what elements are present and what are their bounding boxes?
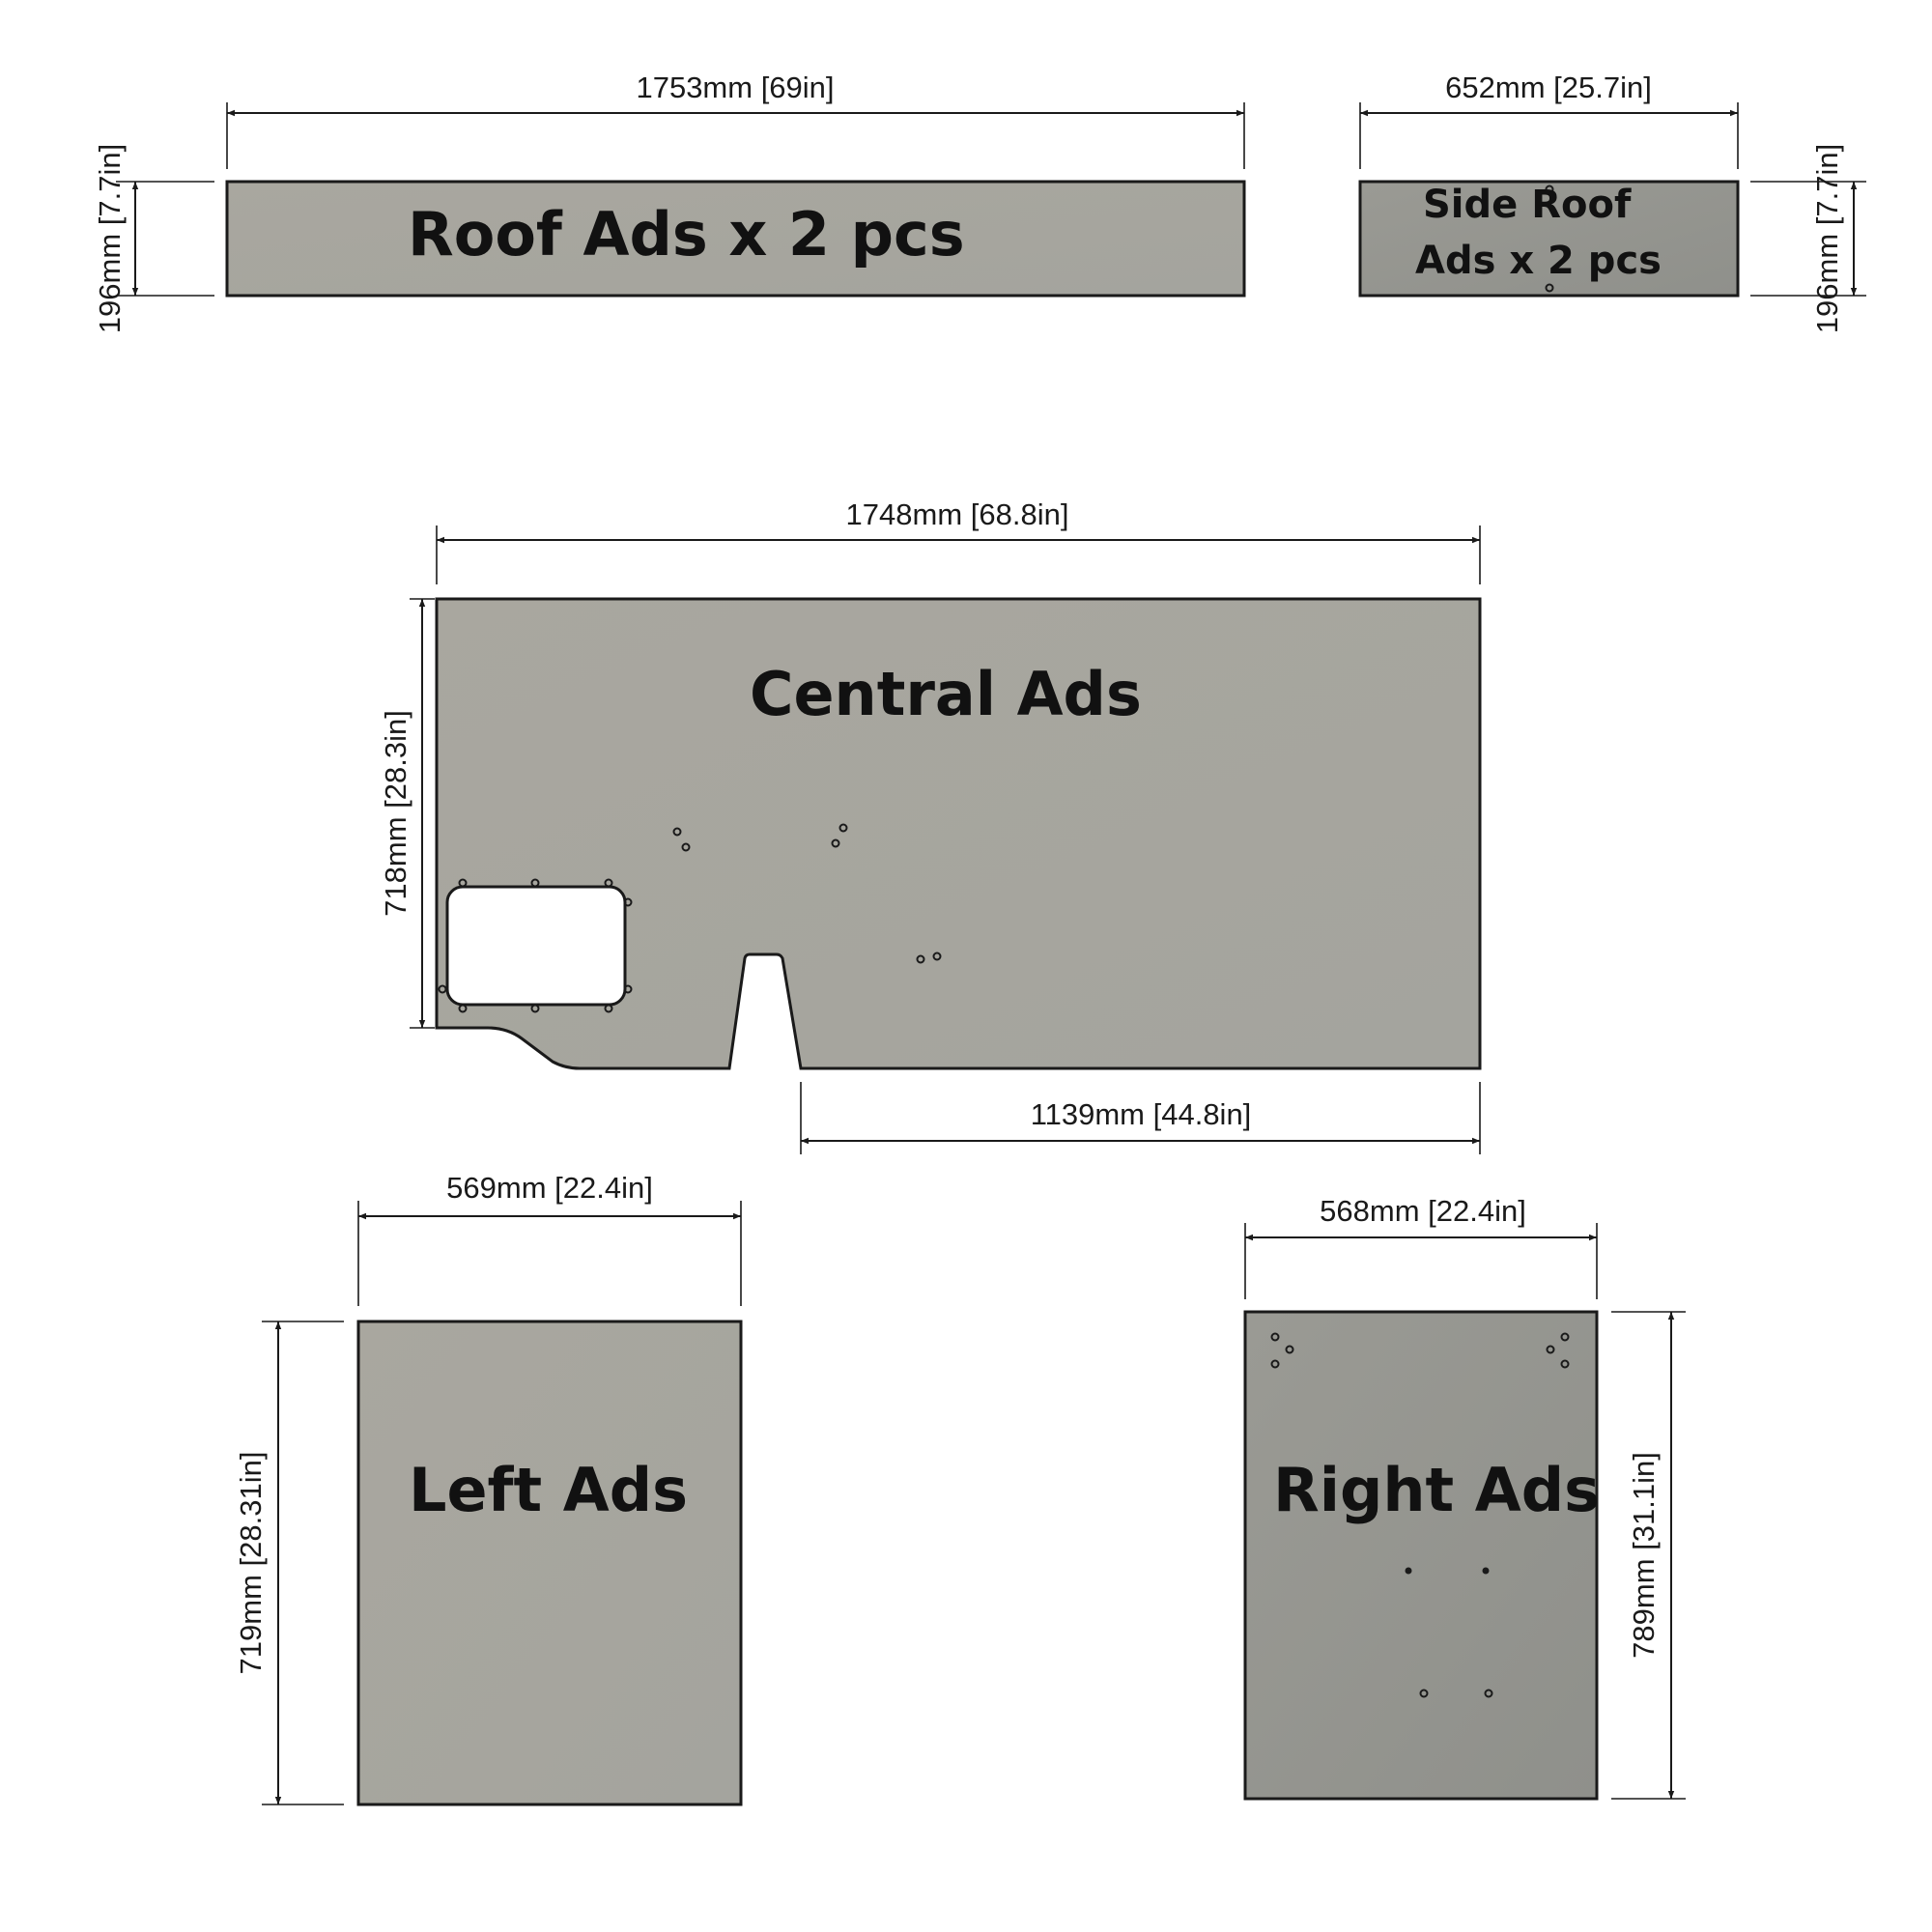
central-cutout-window — [447, 887, 625, 1005]
central-height-label: 718mm [28.3in] — [379, 710, 412, 917]
left-width-label: 569mm [22.4in] — [446, 1171, 653, 1205]
right-width-label: 568mm [22.4in] — [1320, 1194, 1526, 1228]
roof-height-label: 196mm [7.7in] — [93, 143, 127, 334]
side-roof-panel-group — [1360, 71, 1866, 333]
roof-panel-group — [93, 71, 1244, 333]
left-panel-title: Left Ads — [409, 1455, 689, 1525]
right-panel-group — [1245, 1194, 1686, 1799]
side-roof-width-label: 652mm [25.7in] — [1445, 71, 1652, 104]
roof-width-label: 1753mm [69in] — [636, 71, 835, 104]
roof-panel-title: Roof Ads x 2 pcs — [408, 199, 965, 270]
side-roof-height-label: 196mm [7.7in] — [1810, 143, 1844, 334]
right-height-label: 789mm [31.1in] — [1627, 1452, 1661, 1659]
central-panel-title: Central Ads — [750, 659, 1142, 729]
central-panel-group — [379, 497, 1480, 1154]
left-panel-group — [234, 1171, 741, 1804]
right-panel — [1245, 1312, 1597, 1799]
side-roof-title-line1: Side Roof — [1423, 183, 1632, 227]
side-roof-title-line2: Ads x 2 pcs — [1415, 239, 1662, 283]
right-hole — [1406, 1568, 1411, 1574]
left-panel — [358, 1321, 741, 1804]
left-height-label: 719mm [28.31in] — [234, 1451, 268, 1675]
central-bottom-label: 1139mm [44.8in] — [1030, 1097, 1252, 1131]
central-width-label: 1748mm [68.8in] — [845, 497, 1069, 531]
right-hole — [1483, 1568, 1489, 1574]
right-panel-title: Right Ads — [1273, 1455, 1601, 1525]
